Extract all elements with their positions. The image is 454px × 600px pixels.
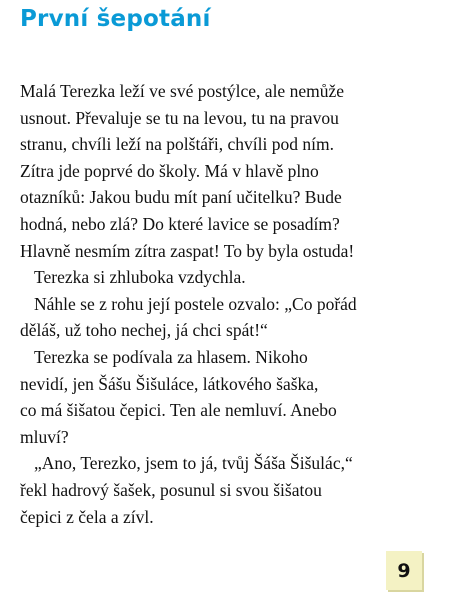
- story-line: „Ano, Terezko, jsem to já, tvůj Šáša Šišulác,“: [34, 453, 353, 474]
- story-line: Zítra jde poprvé do školy. Má v hlavě plno: [20, 160, 319, 181]
- story-line: nevidí, jen Šášu Šišuláce, látkového šaška,: [20, 373, 319, 394]
- story-line: usnout. Převaluje se tu na levou, tu na pravou: [20, 107, 339, 128]
- page-number: 9: [397, 559, 411, 582]
- story-line: čepici z čela a zívl.: [20, 506, 154, 527]
- story-line: mluví?: [20, 426, 69, 447]
- story-line: Náhle se z rohu její postele ozvalo: „Co pořád: [34, 293, 357, 314]
- story-line: Terezka se podívala za hlasem. Nikoho: [34, 346, 308, 367]
- story-line: Hlavně nesmím zítra zaspat! To by byla ostuda!: [20, 240, 355, 261]
- story-line: řekl hadrový šašek, posunul si svou šišatou: [20, 479, 322, 500]
- story-line: hodná, nebo zlá? Do které lavice se posadím?: [20, 213, 340, 234]
- story-line: Malá Terezka leží ve své postýlce, ale nemůže: [20, 81, 344, 101]
- chapter-title: První šepotání: [20, 6, 211, 32]
- story-line: stranu, chvíli leží na polštáři, chvíli pod ním.: [20, 134, 334, 155]
- story-text: [20, 78, 450, 530]
- story-line: co má šišatou čepici. Ten ale nemluví. Anebo: [20, 400, 337, 421]
- page-number-badge: [386, 551, 422, 590]
- story-line: otazníků: Jakou budu mít paní učitelku? Bude: [20, 187, 342, 208]
- story-line: Terezka si zhluboka vzdychla.: [34, 267, 246, 288]
- story-line: děláš, už toho nechej, já chci spát!“: [20, 320, 268, 341]
